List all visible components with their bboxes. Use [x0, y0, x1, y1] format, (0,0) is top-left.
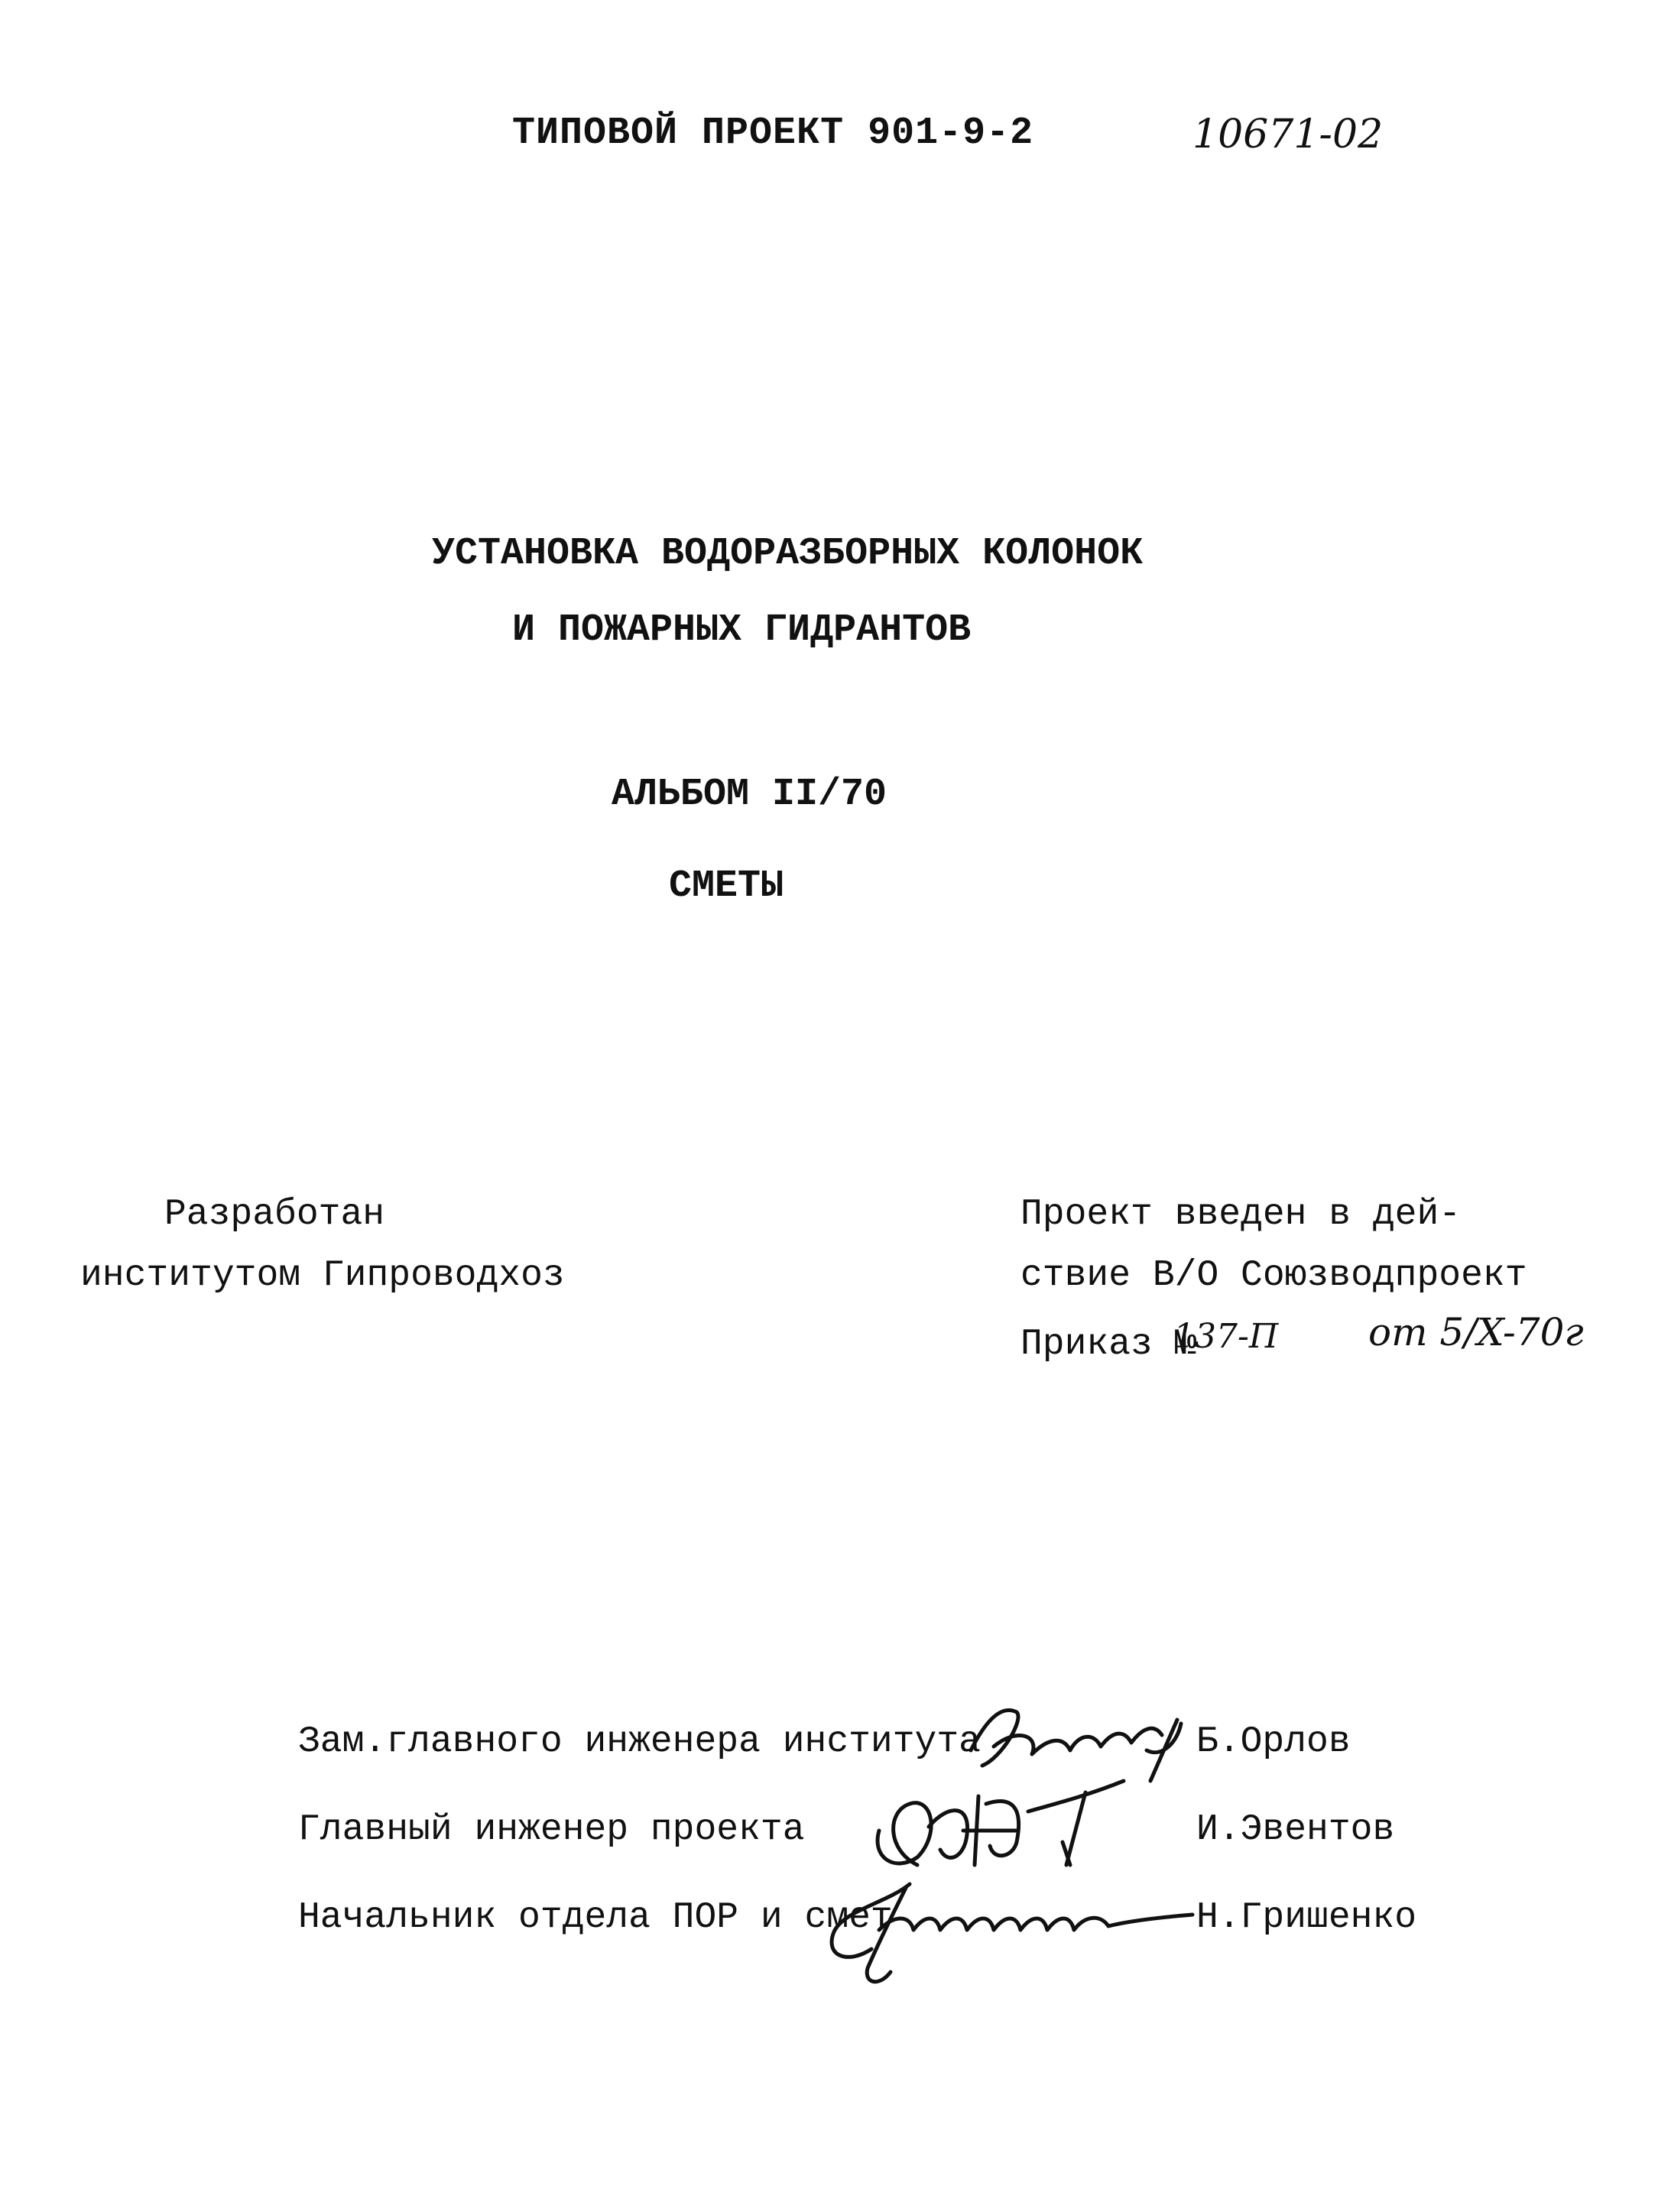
document-number: 10671-02	[1192, 112, 1384, 157]
developer-line-2: институтом Гипроводхоз	[80, 1255, 565, 1296]
signature-name-orlov: Б.Орлов	[1196, 1721, 1351, 1763]
signature-role-department-head: Начальник отдела ПОР и смет	[298, 1897, 893, 1938]
album-subtitle: СМЕТЫ	[669, 864, 784, 908]
signature-role-deputy-chief-engineer: Зам.главного инженера института	[298, 1721, 981, 1763]
signature-role-chief-project-engineer: Главный инженер проекта	[298, 1809, 805, 1850]
project-title: ТИПОВОЙ ПРОЕКТ 901-9-2	[512, 112, 1034, 155]
introduction-line-1: Проект введен в дей-	[1020, 1194, 1462, 1235]
document-title-line-2: И ПОЖАРНЫХ ГИДРАНТОВ	[512, 608, 972, 652]
signature-name-eventov: И.Эвентов	[1196, 1809, 1395, 1850]
signature-grishenko-icon	[832, 1884, 1192, 1982]
signature-eventov-icon	[878, 1781, 1124, 1865]
developer-line-1: Разработан	[164, 1194, 385, 1235]
order-label: Приказ №	[1020, 1324, 1197, 1365]
order-number: 137-П	[1173, 1317, 1279, 1356]
document-title-line-1: УСТАНОВКА ВОДОРАЗБОРНЫХ КОЛОНОК	[432, 532, 1144, 576]
signature-name-grishenko: Н.Гришенко	[1196, 1897, 1417, 1938]
introduction-line-2: ствие В/О Союзводпроект	[1020, 1255, 1527, 1296]
signature-orlov-icon	[971, 1710, 1181, 1781]
order-date: от 5/X-70г	[1368, 1310, 1584, 1354]
album-label: АЛЬБОМ II/70	[612, 773, 887, 816]
